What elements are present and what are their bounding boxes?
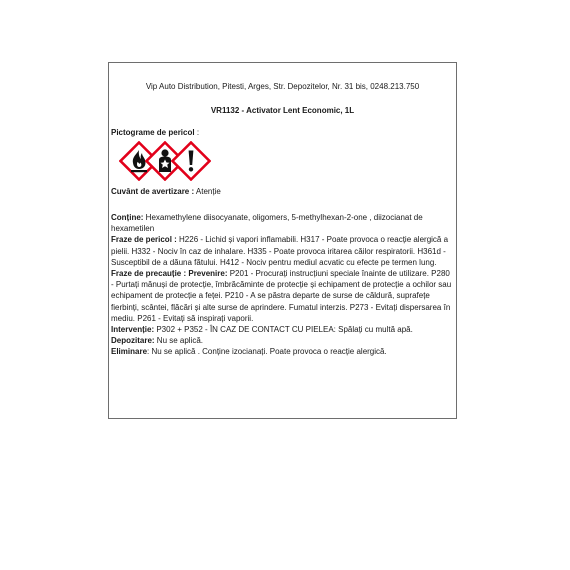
section-text: H226 - Lichid și vapori inflamabili. H317 - Poate provoca o reacție alergică a pielii. H332 - Nociv în caz de inhalare. H335 - Poate provoca iritarea căilor respiratorii. H361d - Susceptibil de a dăuna fătului. H412 - Nociv pentru mediul acvatic cu efecte pe termen lung. — [111, 235, 449, 267]
pictograms-colon: : — [194, 128, 200, 137]
section-text: : Nu se aplică . Conține izocianați. Poate provoca o reacție alergică. — [147, 347, 387, 357]
safety-label — [108, 62, 457, 419]
signal-label: Cuvânt de avertizare : — [111, 187, 195, 196]
prevention-section — [111, 268, 453, 324]
section-heading: Conține: — [111, 213, 144, 222]
section-text: Hexamethylene diisocyanate, oligomers, 5-methylhexan-2-one , diizocianat de hexametilen — [111, 213, 423, 234]
signal-value: Atenție — [194, 187, 221, 196]
pictograms-label: Pictograme de pericol — [111, 128, 195, 137]
section-heading: Depozitare: — [111, 336, 155, 346]
section-heading: Fraze de precauție : Prevenire: — [111, 269, 228, 279]
response-section — [111, 324, 453, 335]
section-text: P201 - Procurați instrucțiuni speciale înainte de utilizare. P280 - Purtați mănuși de protecție, îmbrăcăminte de protecție și echipament de protecție a ochilor sau echipament de protecție a feței. P210 - A se păstra departe de surse de căldură, suprafețe fierbinți, scântei, flăcări și alte surse de aprindere. Fumatul interzis. P273 - Evitați dispersarea în mediu. P261 - Evitați să inspirați vaporii. — [111, 269, 452, 323]
pictograms-heading — [111, 128, 199, 138]
exclamation-hazard-icon — [171, 141, 211, 181]
hazard-statements — [111, 212, 453, 358]
section-heading: Eliminare — [111, 347, 148, 357]
company-info: Vip Auto Distribution, Pitesti, Arges, Str. Depozitelor, Nr. 31 bis, 0248.213.750 — [145, 82, 420, 91]
hazard-phrases-section — [111, 234, 453, 268]
storage-section — [111, 335, 453, 346]
signal-word — [111, 187, 221, 197]
section-heading: Fraze de pericol : — [111, 235, 177, 245]
disposal-section — [111, 346, 453, 357]
section-text: P302 + P352 - ÎN CAZ DE CONTACT CU PIELEA: Spălați cu multă apă. — [154, 325, 413, 335]
section-text: Nu se aplică. — [154, 336, 204, 346]
composition-section — [111, 212, 453, 234]
product-title: VR1132 - Activator Lent Economic, 1L — [210, 106, 355, 115]
section-heading: Intervenție: — [111, 325, 155, 335]
